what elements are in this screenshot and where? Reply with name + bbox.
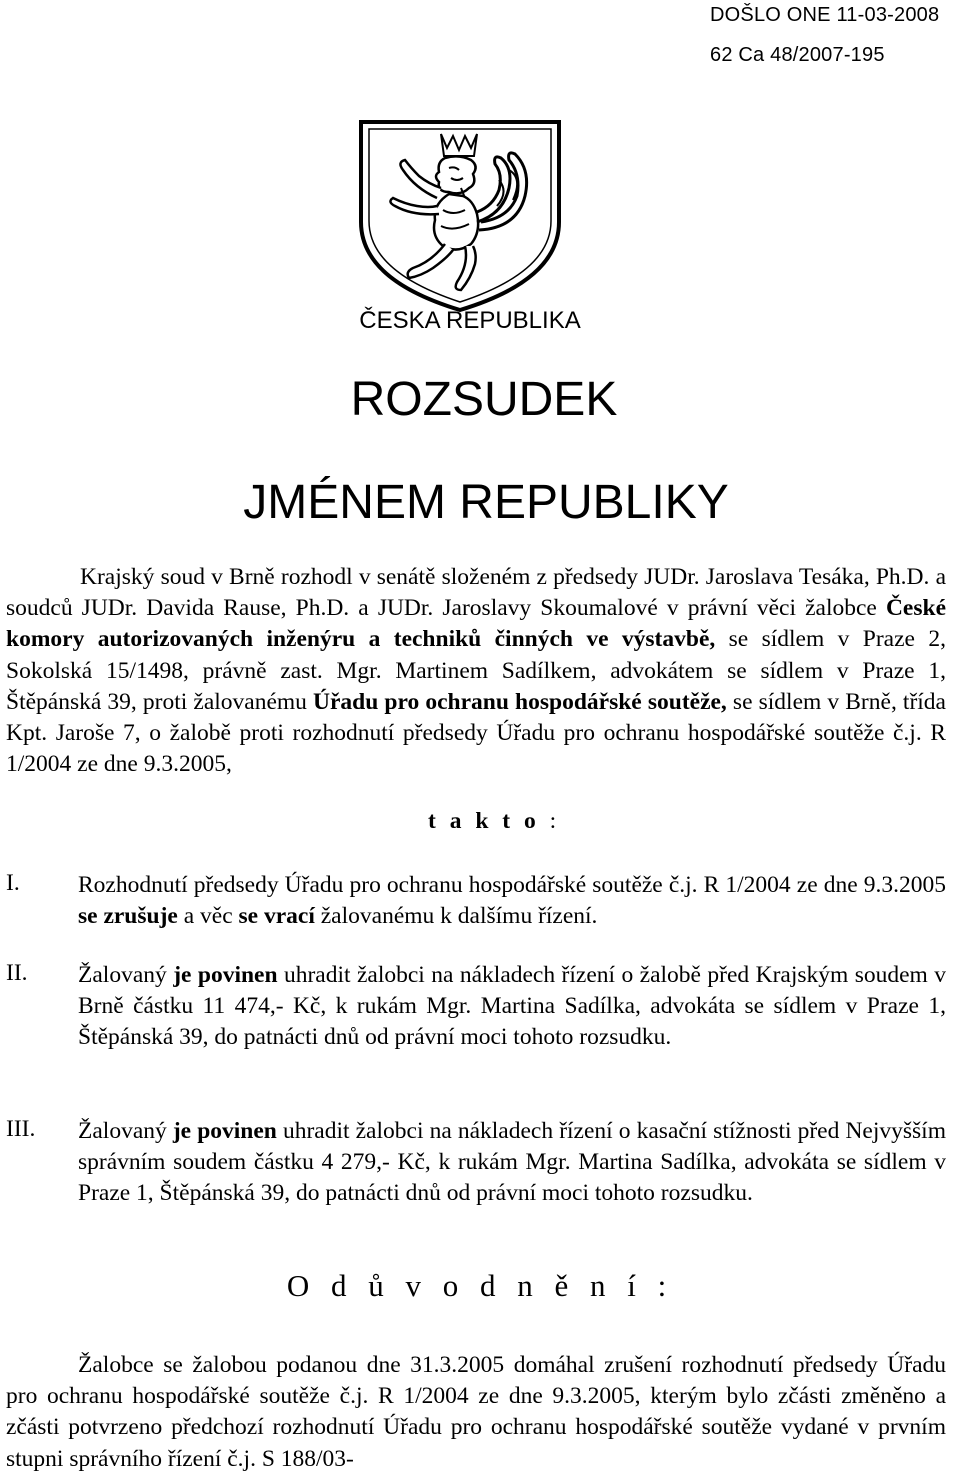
verdict-number: II. xyxy=(6,960,28,986)
intro-text-1: Krajský soud v Brně rozhodl v senátě složeném z předsedy JUDr. Jaroslava Tesáka, Ph.D. a soudců JUDr. Davida Rause, Ph.D. a JUDr. Jaroslavy Skoumalové v právní věci žalobce xyxy=(6,564,946,622)
document-title: ROZSUDEK xyxy=(350,373,618,426)
verdict-text-part: Žalovaný xyxy=(78,1118,173,1144)
verdict-text-part: žalovanému k dalšímu řízení. xyxy=(314,903,598,930)
intro-text-3: se sídlem v Brně, třída Kpt. Jaroše 7, o žalobě proti rozhodnutí předsedy Úřadu pro ochranu hospodářské soutěže č.j. R 1/2004 ze dne 9.3.2005, xyxy=(6,688,946,778)
verdict-text xyxy=(78,1116,946,1210)
received-stamp: DOŠLO ONE 11-03-2008 xyxy=(710,4,940,26)
document-subtitle: JMÉNEM REPUBLIKY xyxy=(243,476,729,529)
verdict-bold-part: se zrušuje xyxy=(78,903,178,930)
reasoning-paragraph xyxy=(6,1350,946,1475)
verdict-text-part: uhradit žalobci na nákladech řízení o žalobě před Krajským soudem v Brně částku 11 474,- Kč, k rukám Mgr. Martina Sadílka, advokáta se sídlem v Praze 1, Štěpánská 39, do patnácti dnů od právní moci tohoto rozsudku. xyxy=(78,962,946,1051)
country-name: ČESKA REPUBLIKA xyxy=(359,307,581,334)
intro-text-2: se sídlem v Praze 2, Sokolská 15/1498, právně zast. Mgr. Martinem Sadílkem, advokátem se sídlem v Praze 1, Štěpánská 39, proti žalovanému xyxy=(6,626,946,715)
verdict-text xyxy=(78,870,946,932)
verdict-text-part: Žalovaný xyxy=(78,962,174,988)
verdict-text xyxy=(78,960,946,1054)
reasoning-heading: O d ů v o d n ě n í : xyxy=(286,1268,674,1303)
verdict-number: III. xyxy=(6,1116,36,1142)
verdict-item xyxy=(6,1116,946,1210)
reasoning-text: Žalobce se žalobou podanou dne 31.3.2005 domáhal zrušení rozhodnutí předsedy Úřadu pro ochranu hospodářské soutěže č.j. R 1/2004 ze dne 9.3.2005, kterým bylo zčásti změněno a zčásti potvrzeno předchozí rozhodnutí Úřadu pro ochranu hospodářské soutěže vydané v prvním stupni správního řízení č.j. S 188/03- xyxy=(6,1352,946,1472)
czech-lion-coat-of-arms-icon xyxy=(353,118,567,314)
verdict-bold-part: je povinen xyxy=(173,962,278,988)
verdict-text-part: uhradit žalobci na nákladech řízení o kasační stížnosti před Nejvyšším správním soudem částku 4 279,- Kč, k rukám Mgr. Martina Sadílka, advokáta se sídlem v Praze 1, Štěpánská 39, do patnácti dnů od právní moci tohoto rozsudku. xyxy=(78,1118,946,1207)
verdict-item xyxy=(6,870,946,932)
verdict-bold-part: se vrací xyxy=(238,903,315,930)
verdict-text-part: Rozhodnutí předsedy Úřadu pro ochranu hospodářské soutěže č.j. R 1/2004 ze dne 9.3.2005 xyxy=(78,872,946,898)
case-number: 62 Ca 48/2007-195 xyxy=(710,44,885,66)
verdict-text-part: a věc xyxy=(177,903,239,930)
takto-heading xyxy=(428,808,560,835)
verdict-bold-part: je povinen xyxy=(172,1118,277,1144)
takto-colon: : xyxy=(549,808,561,834)
takto-label: t a k t o xyxy=(428,808,540,834)
defendant-name: Úřadu pro ochranu hospodářské soutěže, xyxy=(313,688,727,715)
verdict-number: I. xyxy=(6,870,20,896)
plaintiff-name: České komory autorizovaných inženýru a techniků činných ve výstavbě, xyxy=(6,595,946,653)
intro-paragraph xyxy=(6,562,946,780)
verdict-item xyxy=(6,960,946,1054)
